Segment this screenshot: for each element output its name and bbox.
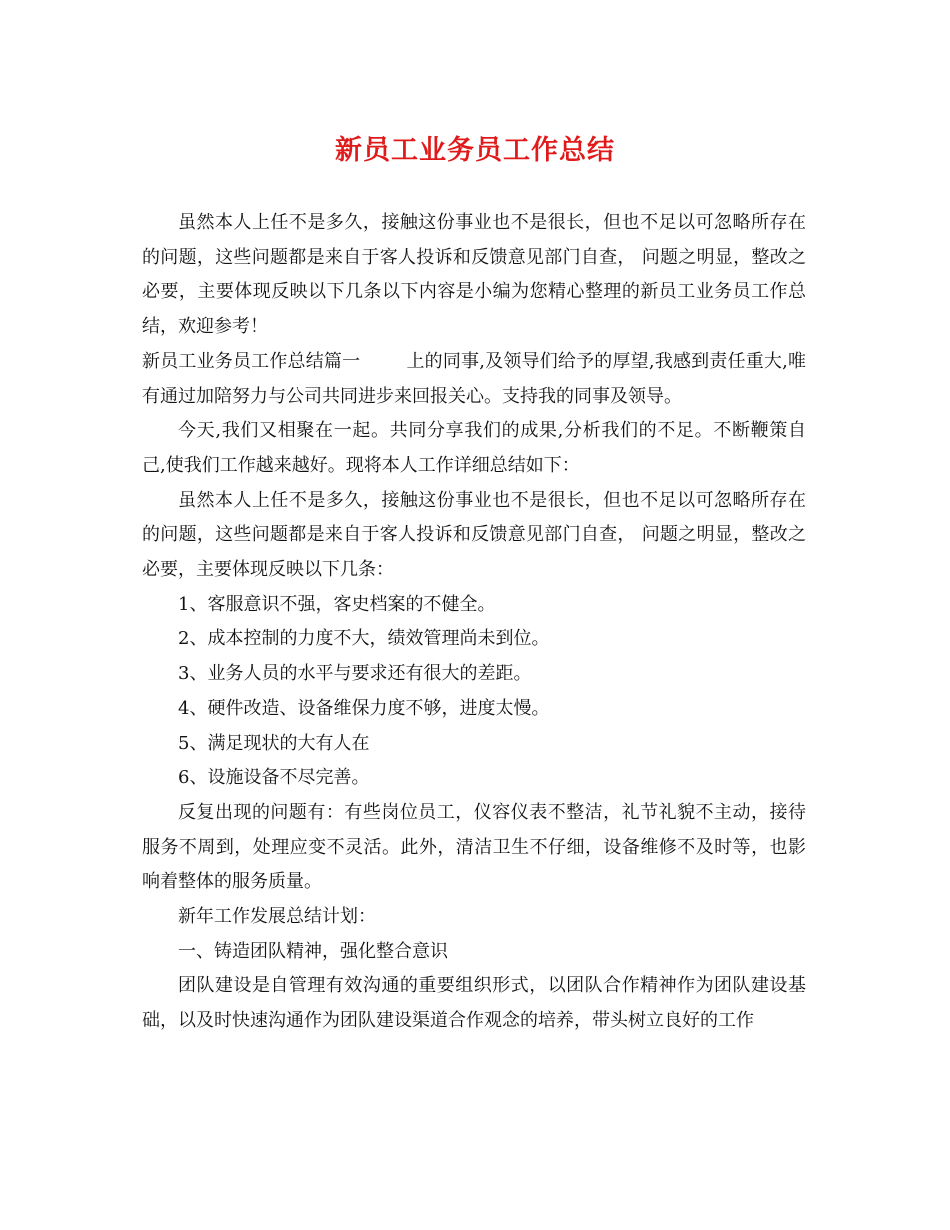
- paragraph-today: 今天,我们又相聚在一起。共同分享我们的成果,分析我们的不足。不断鞭策自己,使我们工作越来越好。现将本人工作详细总结如下：: [142, 420, 806, 476]
- list-item: 5、满足现状的大有人在: [178, 732, 370, 754]
- paragraph-intro: 虽然本人上任不是多久，接触这份事业也不是很长，但也不足以可忽略所存在的问题，这些问题都是来自于客人投诉和反馈意见部门自查， 问题之明显，整改之必要，主要体现反映以下几条以下内容是小编为您精心整理的新员工业务员工作总结，欢迎参考！: [142, 212, 806, 338]
- list-item: 2、成本控制的力度不大，绩效管理尚未到位。: [178, 628, 550, 650]
- document-body: [142, 206, 806, 1039]
- list-item: 4、硬件改造、设备维保力度不够，进度太慢。: [178, 697, 550, 719]
- list-item: 3、业务人员的水平与要求还有很大的差距。: [178, 663, 532, 685]
- list-item: 1、客服意识不强，客史档案的不健全。: [178, 593, 496, 615]
- list-item: 6、设施设备不尽完善。: [178, 767, 370, 789]
- paragraph-plan-item-one: 一、铸造团队精神，强化整合意识: [178, 940, 448, 962]
- section-heading: 新员工业务员工作总结篇一: [142, 350, 361, 372]
- section-text: 上的同事,及领导们给予的厚望,我感到责任重大,唯有通过加陪努力与公司共同进步来回报关心。支持我的同事及领导。: [142, 350, 806, 407]
- paragraph-section-one: [142, 345, 806, 414]
- paragraph-team-building: 团队建设是自管理有效沟通的重要组织形式，以团队合作精神作为团队建设基础，以及时快速沟通作为团队建设渠道合作观念的培养，带头树立良好的工作: [142, 975, 806, 1032]
- paragraph-recurring-issues: 反复出现的问题有：有些岗位员工，仪容仪表不整洁，礼节礼貌不主动，接待服务不周到，处理应变不灵活。此外，清洁卫生不仔细，设备维修不及时等，也影响着整体的服务质量。: [142, 801, 806, 893]
- paragraph-plan-heading: 新年工作发展总结计划：: [178, 906, 376, 928]
- paragraph-problems: 虽然本人上任不是多久，接触这份事业也不是很长，但也不足以可忽略所存在的问题，这些问题都是来自于客人投诉和反馈意见部门自查， 问题之明显，整改之必要，主要体现反映以下几条：: [142, 489, 806, 581]
- document-title: 新员工业务员工作总结: [335, 135, 615, 166]
